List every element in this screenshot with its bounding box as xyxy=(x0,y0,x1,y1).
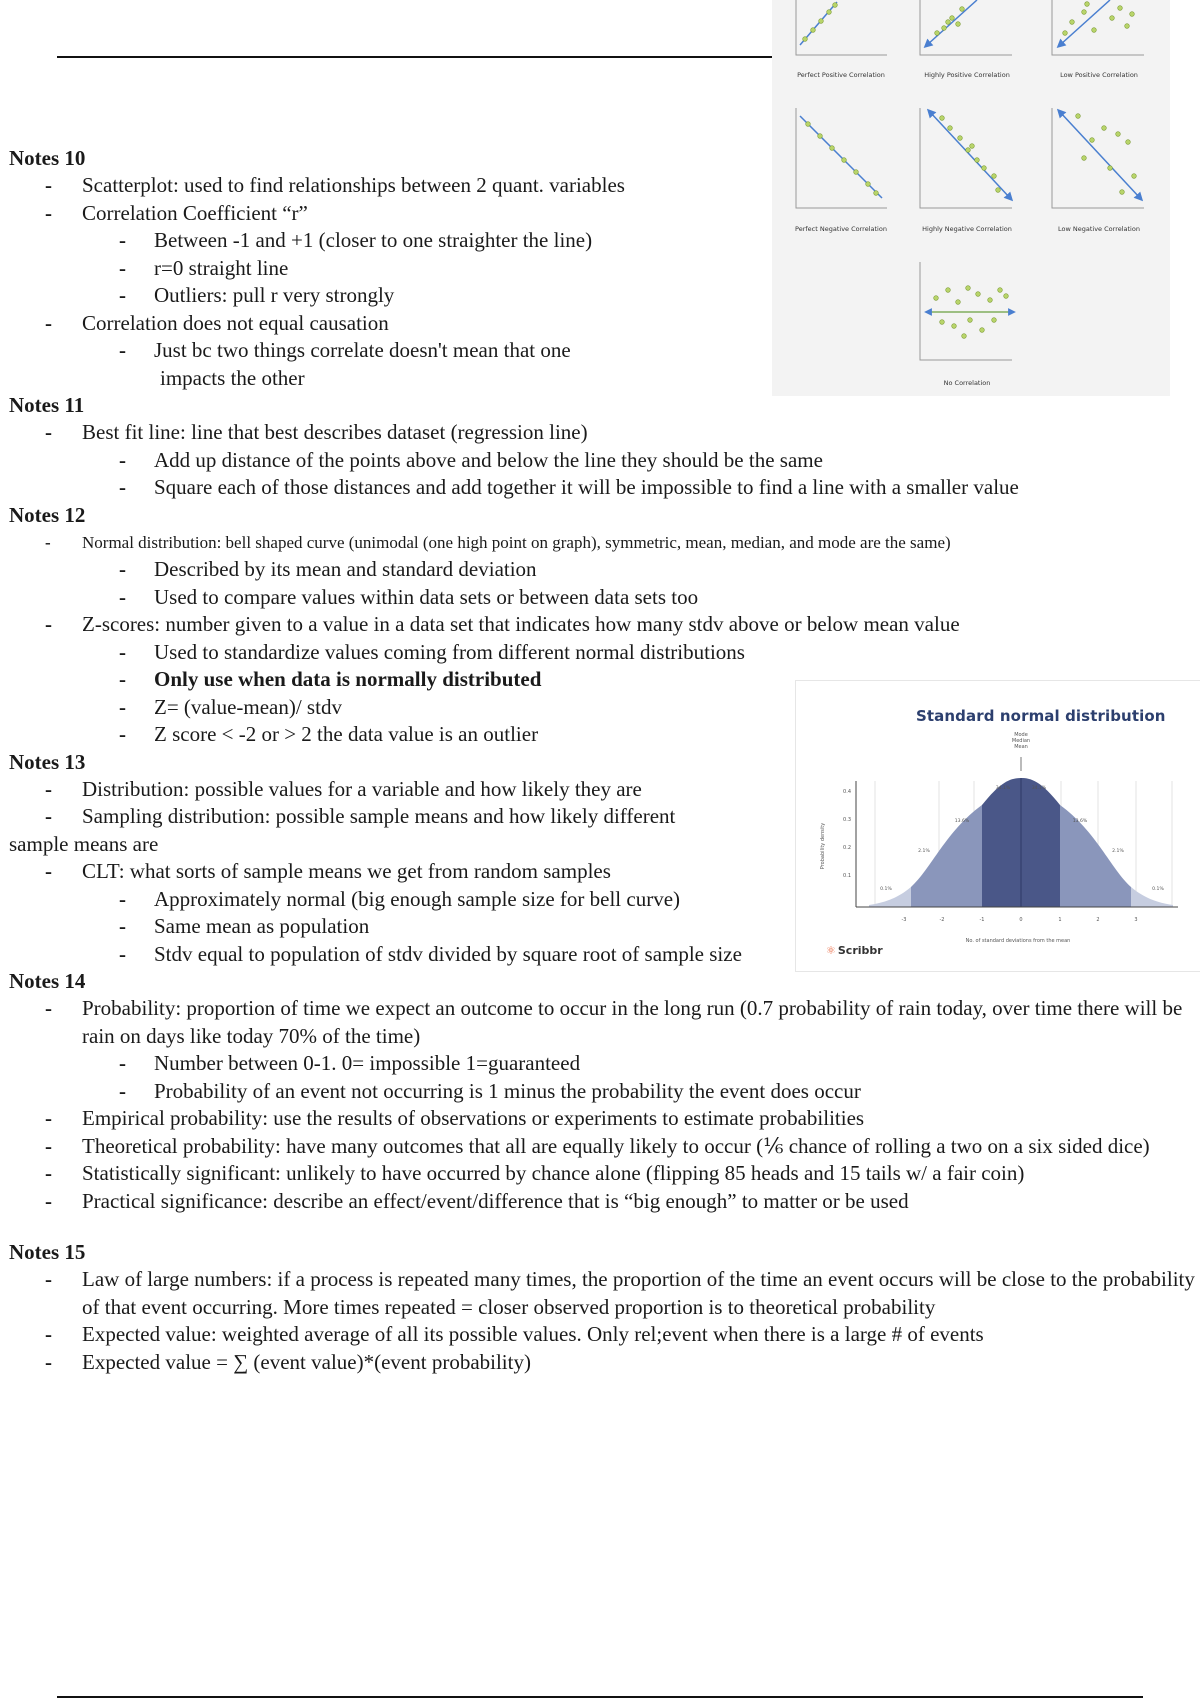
notes-14-text: Theoretical probability: have many outcomes that all are equally likely to occur (⅙ chance of rolling a two on a six sided dice) xyxy=(82,1133,1150,1158)
y-tick-label: 0.2 xyxy=(843,845,851,851)
notes-10-text: r=0 straight line xyxy=(154,255,289,280)
notes-12-subitem: - Used to compare values within data sets or between data sets too xyxy=(119,584,699,609)
notes-12-item: - Z-scores: number given to a value in a data set that indicates how many stdv above or below mean value xyxy=(45,612,960,636)
notes-10-item: - Scatterplot: used to find relationships between 2 quant. variables xyxy=(45,173,625,197)
plot-perfect-positive xyxy=(796,0,887,55)
notes-15-item: - Law of large numbers: if a process is repeated many times, the proportion of the time an event occurs will be close to the probability of that event occurring. More times repeated = closer observed proportion is to theoretical probability xyxy=(45,1267,1195,1319)
notes-11-subitem: - Square each of those distances and add together it will be impossible to find a line with a smaller value xyxy=(119,475,1019,499)
region-label: 13.6% xyxy=(954,819,970,824)
notes-13-text: CLT: what sorts of sample means we get from random samples xyxy=(82,859,611,883)
notes-12-text: Described by its mean and standard deviation xyxy=(154,557,537,581)
notes-10-continuation xyxy=(9,365,1199,393)
notes-14-item: - Theoretical probability: have many outcomes that all are equally likely to occur (⅙ chance of rolling a two on a six sided dice) xyxy=(45,1133,1150,1158)
notes-12-title: Notes 12 xyxy=(9,502,86,527)
notes-13-subitem: - Stdv equal to population of stdv divided by square root of sample size xyxy=(119,941,742,966)
notes-12-text: Used to standardize values coming from different normal distributions xyxy=(154,639,745,664)
notes-10-subitem: - r=0 straight line xyxy=(119,255,289,280)
notes-14-item: - Probability: proportion of time we expect an outcome to occur in the long run (0.7 probability of rain today, over time there will be rain on days like today 70% of the time) xyxy=(45,996,1183,1048)
notes-15-item: - Expected value = ∑ (event value)*(event probability) xyxy=(45,1349,531,1374)
x-tick-label: -2 xyxy=(939,917,945,923)
notes-12-subitem: - Only use when data is normally distributed xyxy=(119,667,542,691)
notes-14-item: - Statistically significant: unlikely to have occurred by chance alone (flipping 85 heads and 15 tails w/ a fair coin) xyxy=(45,1161,1025,1185)
notes-10-item: - Correlation Coefficient “r” xyxy=(45,200,308,225)
notes-13-text: Stdv equal to population of stdv divided by square root of sample size xyxy=(154,941,742,966)
caption-perfect-negative: Perfect Negative Correlation xyxy=(795,225,887,233)
notes-14-text: Probability: proportion of time we expect an outcome to occur in the long run (0.7 probability of rain today, over time there will be rain on days like today 70% of the time) xyxy=(82,996,1183,1048)
peak-label: Mode Median Mean xyxy=(1011,732,1031,750)
x-tick-label: -1 xyxy=(979,917,985,923)
notes-13-item: - Distribution: possible values for a variable and how likely they are xyxy=(45,776,642,801)
region-label: 34.1% xyxy=(995,786,1011,791)
notes-14-item: - Empirical probability: use the results of observations or experiments to estimate probabilities xyxy=(45,1106,865,1130)
normal-distribution-title: Standard normal distribution xyxy=(916,707,1166,725)
notes-10-subitem: - Just bc two things correlate doesn't mean that one xyxy=(119,338,571,362)
notes-12-text: Normal distribution: bell shaped curve (unimodal (one high point on graph), symmetric, mean, median, and mode are the same) xyxy=(82,532,951,552)
notes-13-text: Sampling distribution: possible sample means and how likely different xyxy=(82,804,676,828)
notes-11-subitem: - Add up distance of the points above and below the line they should be the same xyxy=(119,447,823,472)
x-tick-label: 1 xyxy=(1058,917,1062,923)
region-label: 2.1% xyxy=(1112,849,1124,854)
caption-perfect-positive: Perfect Positive Correlation xyxy=(797,71,885,79)
notes-12-subitem: - Used to standardize values coming from different normal distributions xyxy=(119,639,745,664)
caption-no-correlation: No Correlation xyxy=(943,379,991,387)
notes-13-title: Notes 13 xyxy=(9,749,86,774)
bottom-rule xyxy=(57,1696,1143,1698)
plot-low-positive xyxy=(1052,0,1144,55)
notes-13-text: Distribution: possible values for a variable and how likely they are xyxy=(82,776,642,801)
notes-10-text: Just bc two things correlate doesn't mean that one xyxy=(154,338,571,362)
notes-13-subitem: - Same mean as population xyxy=(119,914,370,938)
notes-10-text: Correlation does not equal causation xyxy=(82,310,389,335)
notes-10-text: Outliers: pull r very strongly xyxy=(154,283,395,307)
notes-13-item: - CLT: what sorts of sample means we get from random samples xyxy=(45,859,611,883)
notes-14-title: Notes 14 xyxy=(9,969,86,993)
notes-13-item: - Sampling distribution: possible sample means and how likely different xyxy=(45,804,676,828)
notes-12-subitem: - Z= (value-mean)/ stdv xyxy=(119,694,342,719)
region-label: 2.1% xyxy=(918,849,930,854)
notes-13-continuation xyxy=(9,831,1199,859)
notes-13-subitem: - Approximately normal (big enough sample size for bell curve) xyxy=(119,886,681,911)
x-tick-label: 3 xyxy=(1134,917,1138,923)
notes-14-text: Probability of an event not occurring is 1 minus the probability the event does occur xyxy=(154,1078,861,1103)
notes-14-subitem: - Probability of an event not occurring is 1 minus the probability the event does occur xyxy=(119,1078,861,1103)
y-tick-label: 0.1 xyxy=(843,873,851,879)
notes-12-text: Used to compare values within data sets or between data sets too xyxy=(154,584,699,609)
x-tick-label: -3 xyxy=(901,917,907,923)
notes-12-subitem: - Described by its mean and standard deviation xyxy=(119,557,537,581)
section-spacer xyxy=(9,1215,1199,1239)
notes-15-item: - Expected value: weighted average of all its possible values. Only rel;event when there is a large # of events xyxy=(45,1322,984,1346)
notes-12-text: Z-scores: number given to a value in a data set that indicates how many stdv above or below mean value xyxy=(82,612,960,636)
caption-low-positive: Low Positive Correlation xyxy=(1060,71,1138,79)
region-label: 13.6% xyxy=(1072,819,1088,824)
scribbr-brand: Scribbr xyxy=(837,944,883,957)
notes-10-subitem: - Between -1 and +1 (closer to one straighter the line) xyxy=(119,228,593,252)
notes-12-text: Z= (value-mean)/ stdv xyxy=(154,694,342,719)
plot-highly-positive xyxy=(920,0,1012,55)
notes-15-title: Notes 15 xyxy=(9,1240,86,1264)
notes-12-text: Z score < -2 or > 2 the data value is an outlier xyxy=(154,722,539,746)
notes-10-text: Scatterplot: used to find relationships between 2 quant. variables xyxy=(82,173,625,197)
notes-10-text: Correlation Coefficient “r” xyxy=(82,200,308,225)
notes-11-title: Notes 11 xyxy=(9,393,85,417)
scribbr-mark-icon: ⚛ xyxy=(826,944,836,957)
caption-highly-negative: Highly Negative Correlation xyxy=(922,225,1012,233)
y-axis-label: Probability density xyxy=(820,822,826,870)
notes-13-text: Same mean as population xyxy=(154,914,370,938)
notes-14-item: - Practical significance: describe an effect/event/difference that is “big enough” to matter or be used xyxy=(45,1188,909,1213)
region-label: 0.1% xyxy=(1152,887,1164,892)
caption-low-negative: Low Negative Correlation xyxy=(1058,225,1140,233)
notes-13-text: Approximately normal (big enough sample size for bell curve) xyxy=(154,886,681,911)
notes-12-subitem: - Z score < -2 or > 2 the data value is an outlier xyxy=(119,722,539,746)
notes-11-text: Square each of those distances and add together it will be impossible to find a line with a smaller value xyxy=(154,475,1019,499)
notes-15-text: Expected value: weighted average of all its possible values. Only rel;event when there is a large # of events xyxy=(82,1322,984,1346)
notes-11-text: Best fit line: line that best describes dataset (regression line) xyxy=(82,420,588,444)
notes-15-text: Law of large numbers: if a process is repeated many times, the proportion of the time an event occurs will be close to the probability of that event occurring. More times repeated = closer observed proportion is to theoretical probability xyxy=(82,1267,1195,1319)
notes-15-text: Expected value = ∑ (event value)*(event probability) xyxy=(82,1349,531,1374)
notes-10-text: impacts the other xyxy=(160,365,305,390)
notes-14-subitem: - Number between 0-1. 0= impossible 1=guaranteed xyxy=(119,1051,581,1075)
x-tick-label: 0 xyxy=(1019,917,1023,923)
notes-12-item: - Normal distribution: bell shaped curve (unimodal (one high point on graph), symmetric, mean, median, and mode are the same) xyxy=(45,532,951,552)
notes-11-text: Add up distance of the points above and below the line they should be the same xyxy=(154,447,823,472)
y-tick-label: 0.4 xyxy=(843,789,851,795)
notes-10-text: Between -1 and +1 (closer to one straighter the line) xyxy=(154,228,593,252)
notes-10-subitem: - Outliers: pull r very strongly xyxy=(119,283,395,307)
top-rule xyxy=(57,56,772,58)
y-tick-label: 0.3 xyxy=(843,817,851,823)
notes-10-item: - Correlation does not equal causation xyxy=(45,310,389,335)
notes-14-text: Practical significance: describe an effect/event/difference that is “big enough” to matter or be used xyxy=(82,1188,909,1213)
notes-document xyxy=(9,145,1199,1376)
caption-highly-positive: Highly Positive Correlation xyxy=(924,71,1010,79)
x-tick-label: 2 xyxy=(1096,917,1100,923)
notes-14-text: Statistically significant: unlikely to have occurred by chance alone (flipping 85 heads and 15 tails w/ a fair coin) xyxy=(82,1161,1025,1185)
notes-11-item: - Best fit line: line that best describes dataset (regression line) xyxy=(45,420,588,444)
notes-14-text: Empirical probability: use the results of observations or experiments to estimate probabilities xyxy=(82,1106,865,1130)
x-axis-label: No. of standard deviations from the mean xyxy=(965,938,1071,944)
notes-13-text: sample means are xyxy=(9,831,159,856)
notes-10-title: Notes 10 xyxy=(9,146,86,170)
notes-12-text: Only use when data is normally distributed xyxy=(154,667,542,691)
region-label: 0.1% xyxy=(880,887,892,892)
region-label: 34.1% xyxy=(1031,786,1047,791)
notes-14-text: Number between 0-1. 0= impossible 1=guaranteed xyxy=(154,1051,581,1075)
